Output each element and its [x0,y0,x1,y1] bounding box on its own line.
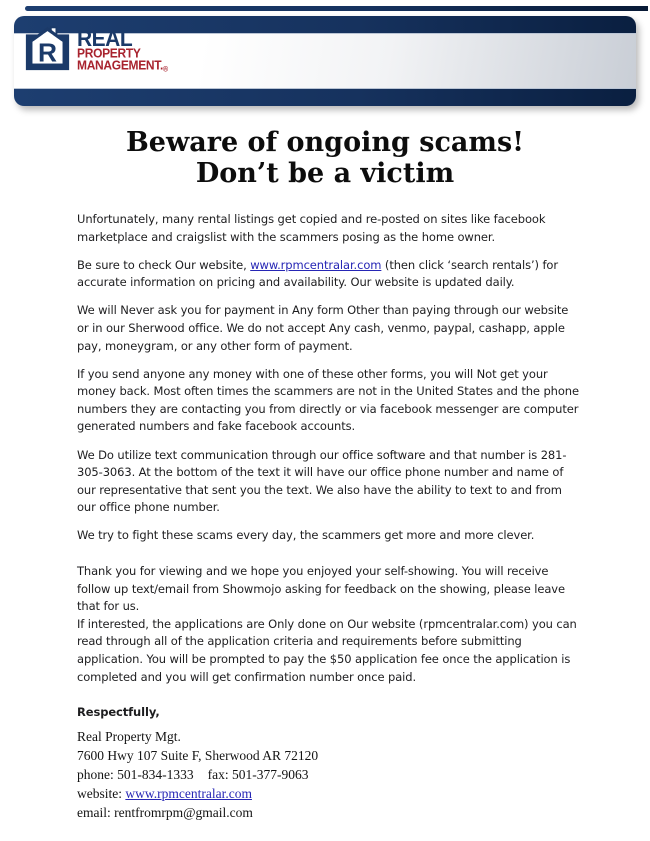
paragraph-fight-scams: We try to fight these scams every day, the scammers get more and more clever. [77,528,535,543]
paragraph-listings-copied: Unfortunately, many rental listings get copied and re-posted on sites like facebook marketplace and craigslist with the scammers posing as the home owner. [77,212,546,244]
rpm-house-r-icon [24,25,71,72]
signature-email: email: rentfromrpm@gmail.com [77,805,253,820]
signature-fax: fax: 501-377-9063 [207,767,309,782]
signature-website-link[interactable]: www.rpmcentralar.com [125,786,252,801]
logo-word-real: REAL [77,26,133,51]
signature-website-label: website: [77,786,126,801]
signature-address: 7600 Hwy 107 Suite F, Sherwood AR 72120 [77,748,319,763]
page-title [0,127,650,189]
logo-word-management: MANAGEMENT.® [77,57,168,74]
banner-navy-band-bottom [14,89,636,106]
title-line-2: Don’t be a victim [195,158,455,189]
paragraph-payment-policy: We will Never ask you for payment in Any form Other than paying through our website or in our Sherwood office. We do not accept Any cash, venmo, paypal, cashapp, apple pay, moneygram, or any other form of payment. [77,303,569,353]
thank-you-part2: If interested, the applications are Only done on Our website (rpmcentralar.com) you can read through all of the application criteria and requirements before submitting application. You will be prompted to pay the $50 application fee once the application is completed and you will get confirmation number once paid. [77,616,577,684]
paragraph-text-communication: We Do utilize text communication through our office software and that number is 281-305-3063. At the bottom of the text it will have our office phone number and name of our representative that sent you the text. We also have the ability to text to and from our office phone number. [77,447,567,515]
thank-you-part1: Thank you for viewing and we hope you enjoyed your self-showing. You will receive follow up text/email from Showmojo asking for feedback on the showing, please leave that for us. [77,564,565,614]
title-line-1: Beware of ongoing scams! [125,127,524,158]
website-link-inline[interactable]: www.rpmcentralar.com [250,257,382,272]
rpm-logo-wordmark [77,25,168,76]
paragraph-thank-you [77,563,581,686]
registered-trademark-symbol: ® [163,66,168,74]
signature-block [77,705,318,822]
svg-text:R: R [37,37,58,68]
signature-phone-fax [77,765,318,784]
rpm-logo [24,25,168,76]
signature-phone: phone: 501-834-1333 [77,767,194,782]
signature-closing: Respectfully, [77,705,160,719]
signature-company: Real Property Mgt. [77,729,181,744]
paragraph-check-website: Be sure to check Our website, www.rpmcentralar.com (then click ‘search rentals’) for accurate information on pricing and availability. Our website is updated daily. [77,257,558,290]
body-text [77,211,581,697]
top-accent-bar [25,6,648,11]
signature-website [77,784,318,803]
logo-word-property: PROPERTY [77,45,141,61]
paragraph-money-warning: If you send anyone any money with one of these other forms, you will Not get your money back. Most often times the scammers are not in the United States and the phone numbers they are contacting you from directly or via facebook messenger are computer generated numbers and fake facebook accounts. [77,366,579,434]
